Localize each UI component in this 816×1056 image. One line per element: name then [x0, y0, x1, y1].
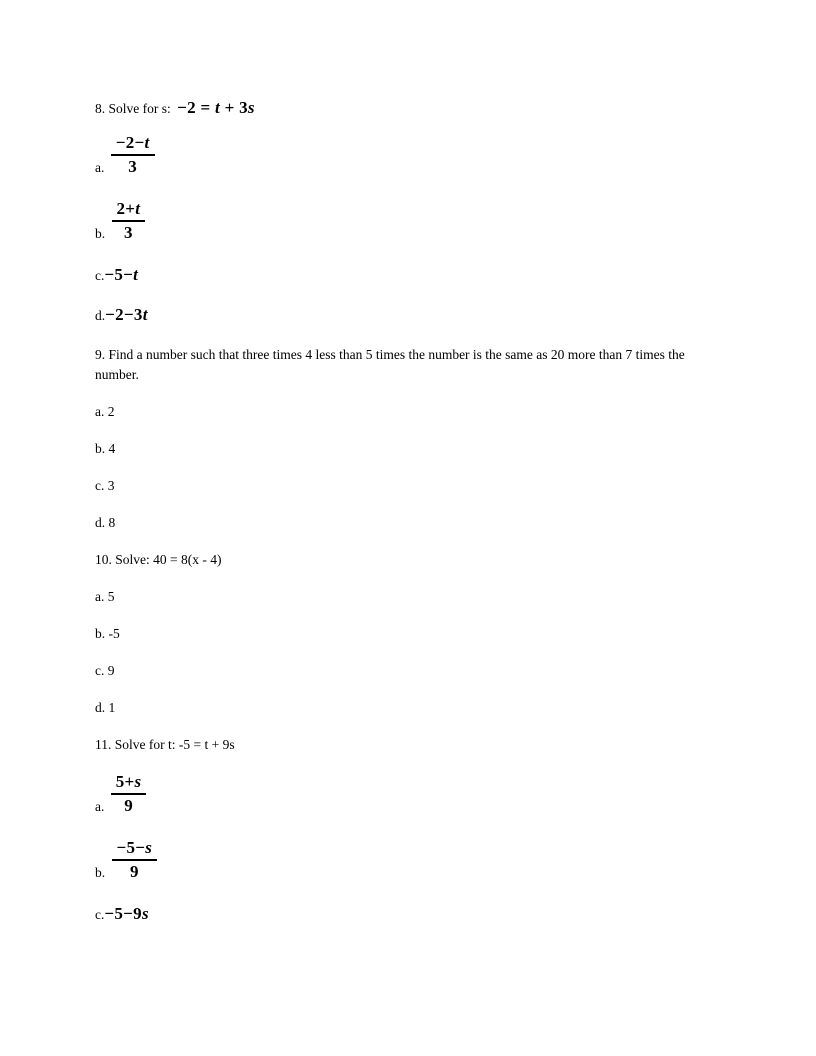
question-10-prompt	[95, 550, 705, 570]
fraction-numerator: 2+t	[112, 199, 146, 222]
question-8-prompt	[95, 98, 705, 119]
question-11-option-b	[95, 838, 705, 883]
option-label: a.	[95, 404, 105, 419]
fraction-denominator: 3	[124, 223, 133, 242]
fraction-denominator: 9	[129, 862, 139, 881]
option-label: d.	[95, 515, 106, 530]
question-10-option-a	[95, 587, 705, 607]
option-value: -5	[108, 626, 120, 641]
question-10-option-d	[95, 698, 705, 718]
option-label: c.	[95, 663, 105, 678]
option-label: d.	[95, 700, 106, 715]
option-label: b.	[95, 626, 106, 641]
option-label: b.	[95, 441, 106, 456]
question-11-text: 11. Solve for t: -5 = t + 9s	[95, 737, 235, 752]
question-8-option-b	[95, 199, 705, 244]
question-9-text: 9. Find a number such that three times 4 less than 5 times the number is the same as 20 more than 7 times the number.	[95, 347, 685, 382]
option-label: c.	[95, 478, 105, 493]
option-value: 4	[108, 441, 116, 456]
question-9-prompt	[95, 345, 705, 385]
option-label: d.	[95, 308, 106, 323]
option-value: 2	[107, 404, 115, 419]
question-9-option-b	[95, 439, 705, 459]
option-label: a.	[95, 589, 105, 604]
question-8-equation: −2 = t + 3s	[177, 98, 255, 117]
question-11-option-a	[95, 772, 705, 817]
question-8-option-c	[95, 265, 705, 286]
option-value: 1	[108, 700, 116, 715]
fraction	[111, 133, 155, 177]
fraction-numerator: −5−s	[112, 838, 158, 861]
question-11-option-c	[95, 904, 705, 925]
fraction	[111, 772, 147, 816]
question-9-option-c	[95, 476, 705, 496]
fraction-denominator: 9	[124, 796, 134, 815]
fraction	[112, 838, 158, 882]
quiz-content	[95, 98, 705, 925]
option-label: b.	[95, 226, 106, 241]
option-label: b.	[95, 865, 106, 880]
fraction	[112, 199, 146, 243]
option-label: c.	[95, 907, 105, 922]
question-9-option-a	[95, 402, 705, 422]
question-8-option-d	[95, 305, 705, 326]
option-value: 3	[107, 478, 115, 493]
option-math-value: −5−t	[104, 265, 139, 284]
option-math-value: −2−3t	[105, 305, 148, 324]
option-label: a.	[95, 160, 105, 175]
question-11-prompt	[95, 735, 705, 755]
fraction-numerator: −2−t	[111, 133, 155, 156]
question-9-option-d	[95, 513, 705, 533]
question-8-text: 8. Solve for s:	[95, 101, 171, 116]
option-value: 8	[108, 515, 116, 530]
option-label: a.	[95, 799, 105, 814]
question-10-option-b	[95, 624, 705, 644]
question-8-option-a	[95, 133, 705, 178]
question-10-option-c	[95, 661, 705, 681]
question-10-text: 10. Solve: 40 = 8(x - 4)	[95, 552, 222, 567]
option-label: c.	[95, 268, 105, 283]
option-math-value: −5−9s	[104, 904, 149, 923]
option-value: 9	[107, 663, 115, 678]
option-value: 5	[107, 589, 115, 604]
fraction-denominator: 3	[128, 157, 138, 176]
fraction-numerator: 5+s	[111, 772, 147, 795]
